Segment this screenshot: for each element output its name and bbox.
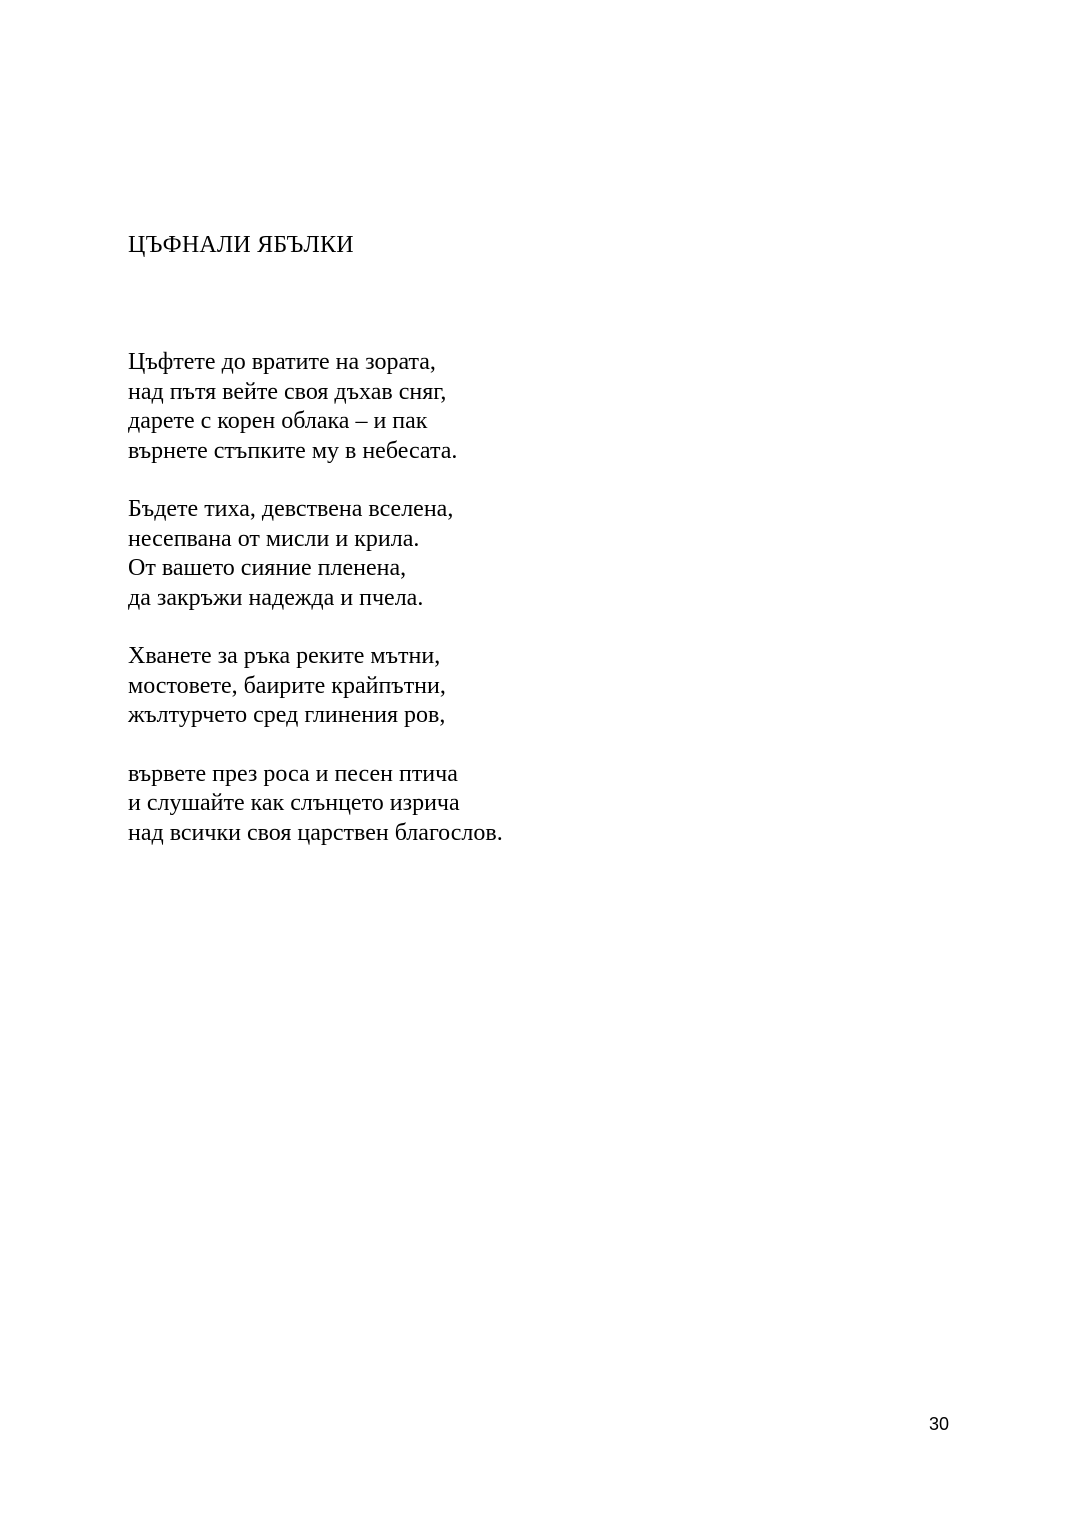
poem-line: над всички своя царствен благослов. xyxy=(128,819,503,846)
stanza-1 xyxy=(128,348,503,466)
stanza-2 xyxy=(128,495,503,613)
stanza-4 xyxy=(128,760,503,849)
poem-line: несепвана от мисли и крила. xyxy=(128,525,420,552)
poem-line: Бъдете тиха, девствена вселена, xyxy=(128,496,454,522)
poem-line: върнете стъпките му в небесата. xyxy=(128,437,458,464)
poem-line: да закръжи надежда и пчела. xyxy=(128,584,424,611)
page-number: 30 xyxy=(929,1414,950,1434)
poem-line: Хванете за ръка реките мътни, xyxy=(128,643,441,669)
poem-line: над пътя вейте своя дъхав сняг, xyxy=(128,378,447,405)
poem-line: дарете с корен облака – и пак xyxy=(128,408,428,434)
poem-line: От вашето сияние пленена, xyxy=(128,555,407,581)
poem-line: вървете през роса и песен птича xyxy=(128,760,458,787)
poem-line: мостовете, баирите крайпътни, xyxy=(128,672,446,699)
poem-title: ЦЪФНАЛИ ЯБЪЛКИ xyxy=(128,232,354,258)
poem-line: жълтурчето сред глинения ров, xyxy=(128,702,446,728)
poem-body xyxy=(128,348,503,877)
stanza-3 xyxy=(128,642,503,731)
poem-line: и слушайте как слънцето изрича xyxy=(128,790,460,816)
poem-line: Цъфтете до вратите на зората, xyxy=(128,349,436,375)
